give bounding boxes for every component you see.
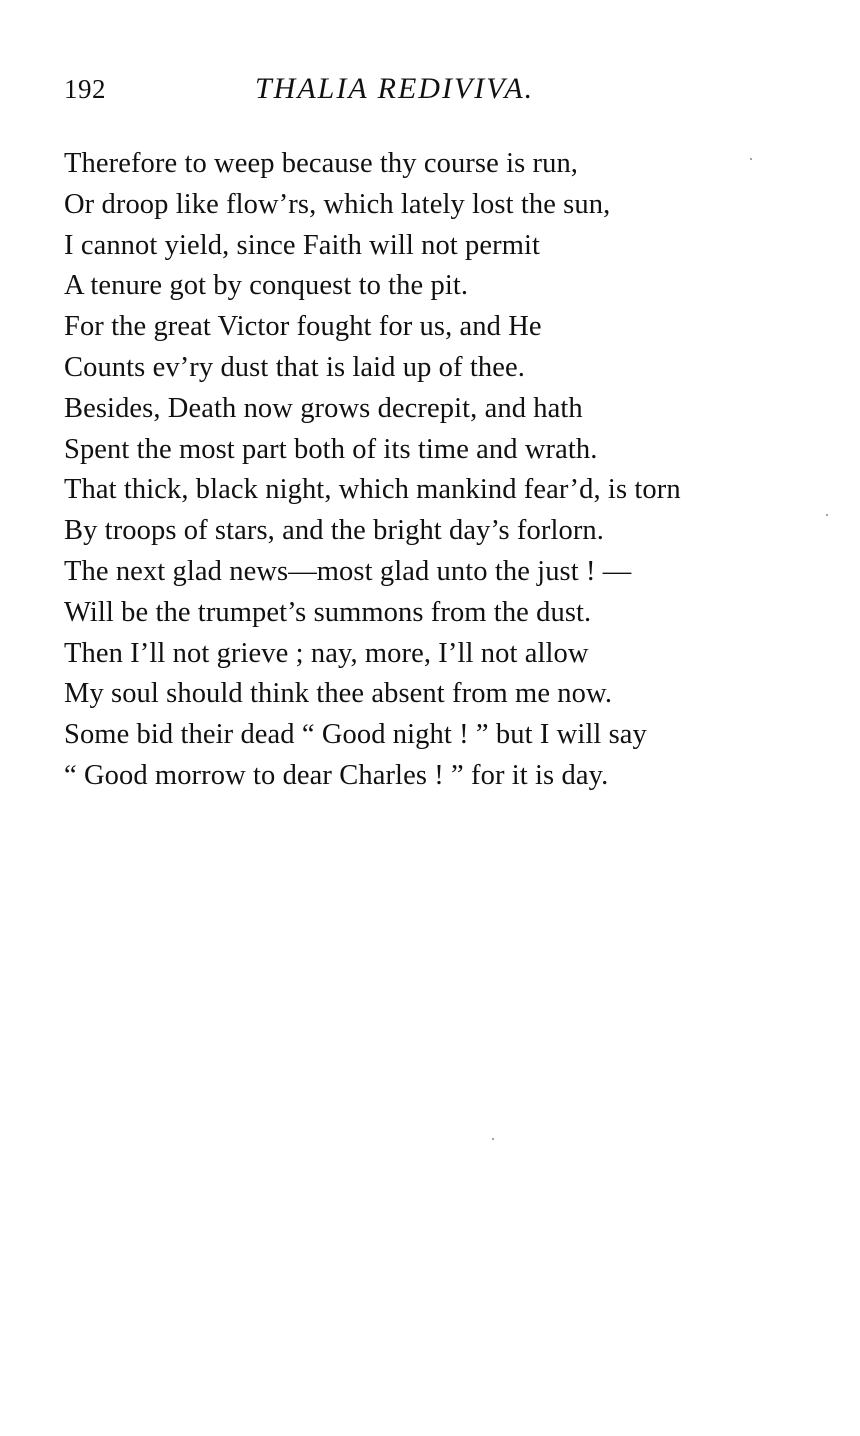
verse-line: That thick, black night, which mankind fear’d, is torn <box>64 474 681 506</box>
verse-line: Spent the most part both of its time and wrath. <box>64 433 598 465</box>
verse-line: The next glad news—most glad unto the just ! — <box>64 555 632 587</box>
scan-speck <box>750 158 752 160</box>
running-title: THALIA REDIVIVA. <box>255 72 535 105</box>
verse-line: “ Good morrow to dear Charles ! ” for it is day. <box>64 759 609 791</box>
verse-line: Counts ev’ry dust that is laid up of thee. <box>64 351 525 383</box>
verse-line: I cannot yield, since Faith will not permit <box>64 229 541 261</box>
poem-body <box>64 144 844 797</box>
verse-line: Will be the trumpet’s summons from the dust. <box>64 596 592 628</box>
verse-line: For the great Victor fought for us, and He <box>64 311 542 343</box>
verse-line: Some bid their dead “ Good night ! ” but I will say <box>64 719 647 751</box>
scan-speck <box>826 514 828 516</box>
verse-line: By troops of stars, and the bright day’s forlorn. <box>64 515 604 547</box>
verse-line: Or droop like flow’rs, which lately lost the sun, <box>64 188 611 220</box>
scan-speck <box>492 1138 494 1140</box>
page-number: 192 <box>64 74 106 104</box>
verse-line: Therefore to weep because thy course is run, <box>64 148 579 179</box>
verse-line: Then I’ll not grieve ; nay, more, I’ll not allow <box>64 637 589 669</box>
verse-line: My soul should think thee absent from me now. <box>64 678 613 710</box>
verse-line: Besides, Death now grows decrepit, and hath <box>64 392 583 424</box>
verse-line: A tenure got by conquest to the pit. <box>64 270 469 302</box>
